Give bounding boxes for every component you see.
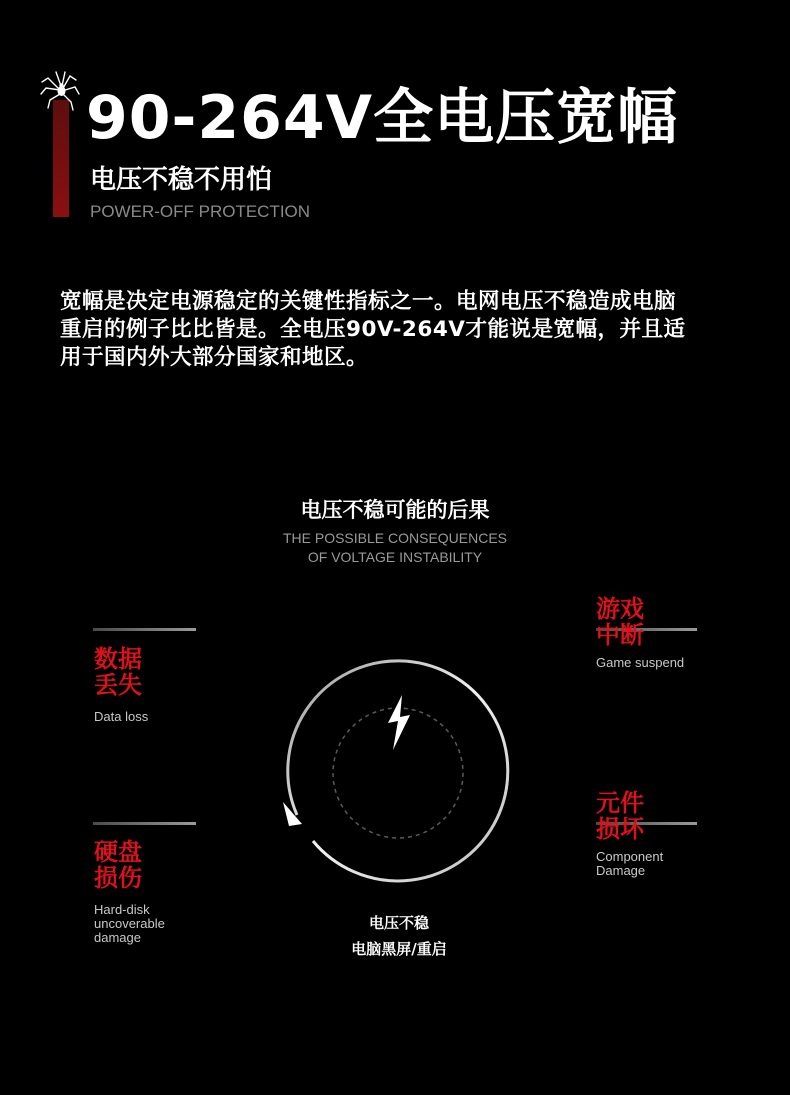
spider-icon: [40, 70, 80, 112]
consequence-title-line: 元件: [596, 789, 644, 817]
consequence-title-line: 丢失: [94, 671, 142, 699]
consequence-en-line: uncoverable: [94, 916, 165, 931]
divider-data-loss: [93, 628, 196, 631]
diagram-title: 电压不稳可能的后果: [300, 498, 490, 522]
consequence-en-line: Damage: [596, 863, 646, 878]
consequence-title-line: 中断: [596, 621, 644, 649]
lightning-icon: [388, 695, 410, 750]
center-caption: [0, 910, 790, 962]
diagram-subtitle-line: THE POSSIBLE CONSEQUENCES: [282, 530, 508, 546]
accent-bar: [53, 100, 69, 217]
consequence-en-line: Game suspend: [596, 655, 685, 670]
center-caption-line: 电压不稳: [368, 914, 429, 932]
diagram-subtitle: [0, 529, 790, 567]
intro-line: 用于国内外大部分国家和地区。: [60, 345, 369, 370]
page-subtitle: 电压不稳不用怕: [90, 165, 273, 195]
consequence-title-line: 硬盘: [94, 838, 142, 866]
consequence-en-line: Hard-disk: [94, 902, 150, 917]
consequence-en: [596, 656, 684, 670]
consequence-title-line: 游戏: [596, 595, 644, 623]
consequence-en: [596, 850, 663, 878]
voltage-cycle-graphic: [280, 655, 520, 895]
consequence-en-line: Component: [596, 849, 664, 864]
page-subtitle-english: POWER-OFF PROTECTION: [90, 202, 311, 221]
cycle-ring: [288, 661, 508, 881]
consequence-en: [94, 710, 148, 724]
consequence-component: [596, 790, 663, 878]
center-caption-line: 电脑黑屏/重启: [351, 940, 447, 958]
consequence-title-line: 损坏: [596, 815, 644, 843]
consequence-title: [94, 839, 165, 891]
consequence-title-line: 数据: [94, 645, 142, 673]
consequence-data-loss: [94, 646, 148, 724]
consequence-title: [596, 790, 663, 842]
consequence-en-line: Data loss: [94, 709, 149, 724]
consequence-title-line: 损伤: [94, 864, 142, 892]
diagram-subtitle-line: OF VOLTAGE INSTABILITY: [307, 549, 483, 565]
page-title: 90-264V全电压宽幅: [86, 83, 679, 153]
intro-line: 宽幅是决定电源稳定的关键性指标之一。电网电压不稳造成电脑: [60, 289, 677, 314]
consequence-title: [94, 646, 148, 698]
consequence-game-suspend: [596, 596, 684, 670]
consequence-en-line: damage: [94, 930, 141, 945]
consequence-title: [596, 596, 684, 648]
intro-line: 重启的例子比比皆是。全电压90V-264V才能说是宽幅，并且适: [60, 317, 686, 342]
divider-hard-disk: [93, 822, 196, 825]
intro-paragraph: [60, 288, 750, 372]
